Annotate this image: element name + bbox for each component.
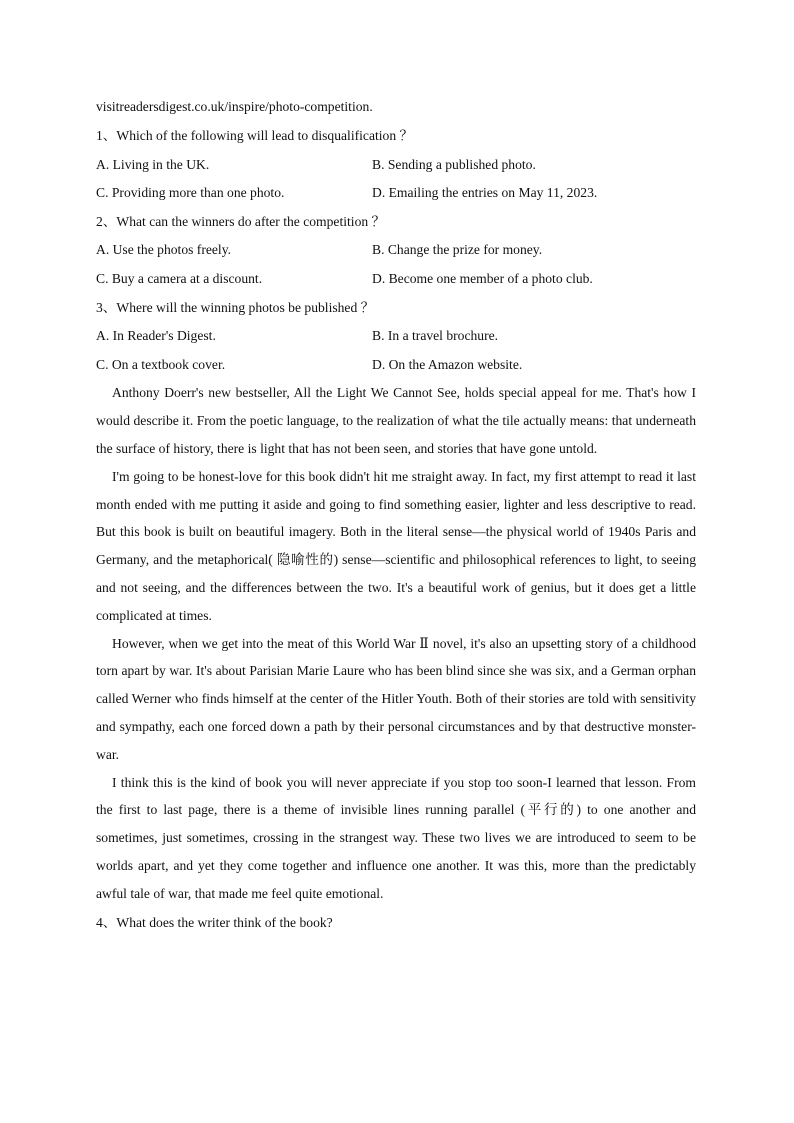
document-page bbox=[96, 93, 706, 938]
passage-paragraph-4: I think this is the kind of book you will never appreciate if you stop too soon-I learned that lesson. From the first to last page, there is a theme of invisible lines running parallel (平行的) to one another and sometimes, just sometimes, crossing in the strangest way. These two lives we are introduced to seem to be worlds apart, and yet they come together and influence one another. It was this, more than the predictably awful tale of war, that made me feel quite emotional. bbox=[96, 774, 696, 901]
option-b[interactable]: B. Change the prize for money. bbox=[372, 242, 543, 258]
option-a[interactable]: A. In Reader's Digest. bbox=[96, 328, 216, 344]
option-d[interactable]: D. Become one member of a photo club. bbox=[372, 270, 593, 286]
option-row bbox=[96, 351, 706, 380]
option-c[interactable]: C. Providing more than one photo. bbox=[96, 185, 285, 201]
option-c[interactable]: C. Buy a camera at a discount. bbox=[96, 270, 263, 286]
option-row bbox=[96, 265, 706, 294]
question-4-stem: 4、What does the writer think of the book? bbox=[96, 915, 333, 931]
question-stem: 2、What can the winners do after the competition ？ bbox=[96, 213, 386, 229]
question-2 bbox=[96, 208, 706, 294]
option-c[interactable]: C. On a textbook cover. bbox=[96, 356, 226, 372]
passage-paragraph-3: However, when we get into the meat of this World War Ⅱ novel, it's also an upsetting story of a childhood torn apart by war. It's about Parisian Marie Laure who has been blind since she was six, and a German orphan called Werner who finds himself at the center of the Hitler Youth. Both of their stories are told with sensitivity and sympathy, each one forced down a path by their personal circumstances and by that destructive monster-war. bbox=[96, 635, 696, 762]
question-stem: 3、Where will the winning photos be published ？ bbox=[96, 299, 375, 315]
option-row bbox=[96, 236, 706, 265]
option-a[interactable]: A. Use the photos freely. bbox=[96, 242, 232, 258]
reading-passage bbox=[96, 379, 706, 907]
question-stem: 1、Which of the following will lead to disqualification ？ bbox=[96, 128, 414, 143]
competition-url: visitreadersdigest.co.uk/inspire/photo-competition. bbox=[96, 99, 373, 114]
passage-paragraph-2: I'm going to be honest-love for this book didn't hit me straight away. In fact, my first attempt to read it last month ended with me putting it aside and going to find something easier, lighter and less descriptive to read. But this book is built on beautiful imagery. Both in the literal sense—the physical world of 1940s Paris and Germany, and the metaphorical( 隐喻性的) sense—scientific and philosophical references to light, to seeing and not seeing, and the differences between the two. It's a beautiful work of genius, but it does get a little complicated at times. bbox=[96, 468, 696, 623]
option-d[interactable]: D. Emailing the entries on May 11, 2023. bbox=[372, 185, 598, 201]
option-b[interactable]: B. In a travel brochure. bbox=[372, 328, 499, 344]
option-d[interactable]: D. On the Amazon website. bbox=[372, 356, 523, 372]
question-1 bbox=[96, 122, 706, 208]
option-row bbox=[96, 322, 706, 351]
option-a[interactable]: A. Living in the UK. bbox=[96, 156, 210, 172]
option-row bbox=[96, 179, 706, 208]
option-b[interactable]: B. Sending a published photo. bbox=[372, 156, 536, 172]
passage-paragraph-1: Anthony Doerr's new bestseller, All the Light We Cannot See, holds special appeal for me. That's how I would describe it. From the poetic language, to the realization of what the tile actually means: that underneath the surface of history, there is light that has not been seen, and stories that have gone untold. bbox=[96, 385, 696, 456]
question-3 bbox=[96, 294, 706, 380]
option-row bbox=[96, 151, 706, 180]
